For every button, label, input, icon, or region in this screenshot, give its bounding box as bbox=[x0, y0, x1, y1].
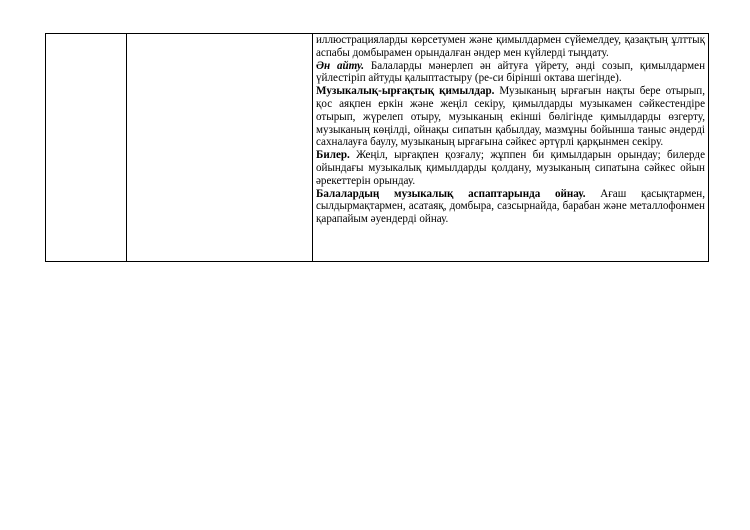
rhythmic-text: Музыканың ырғағын нақты бере отырып, қос аяқпен еркін және жеңіл секіру, қимылдарды музыкамен сәйкестендіре отырып, жүрелеп отыру, музыканың екінші бөлігінде қимылдарды өзгерту, музыканың көңілді, ойнақы сипатын қабылдау, мазмұны бойынша таныс әндерді сахналауға баулу, музыканың ырғағына сәйкес әртүрлі қарқынмен секіру. bbox=[316, 85, 705, 149]
content-table bbox=[45, 33, 709, 262]
rhythmic-paragraph bbox=[316, 85, 705, 149]
dances-heading: Билер. bbox=[316, 149, 350, 162]
table-cell-1 bbox=[46, 34, 127, 262]
table-cell-2 bbox=[127, 34, 313, 262]
singing-text: Балаларды мәнерлеп ән айтуға үйрету, әнді созып, қимылдармен үйлестіріп айтуды қалыптастыру (ре-си бірінші октава шегінде). bbox=[316, 59, 706, 85]
instruments-paragraph bbox=[316, 188, 705, 226]
table-cell-3 bbox=[313, 34, 709, 262]
instruments-text: Ағаш қасықтармен, сылдырмақтармен, асатаяқ, домбыра, сазсырнайда, барабан және металлофонмен қарапайым әуендерді ойнау. bbox=[316, 187, 705, 226]
table-row bbox=[46, 34, 709, 262]
instruments-heading: Балалардың музыкалық аспаптарында ойнау. bbox=[316, 187, 586, 200]
cell-text-block bbox=[313, 34, 708, 226]
rhythmic-heading: Музыкалық-ырғақтық қимылдар. bbox=[316, 85, 495, 98]
dances-paragraph bbox=[316, 149, 705, 187]
intro-paragraph: иллюстрацияларды көрсетумен және қимылдармен сүйемелдеу, қазақтың ұлттық аспабы домбырамен орындалған әндер мен күйлерді тыңдату. bbox=[316, 34, 705, 59]
dances-text: Жеңіл, ырғақпен қозғалу; жұппен би қимылдарын орындау; билерде ойындағы музыкалық қимылдарды қолдану, музыканың сипатына сәйкес ойын әрекеттерін орындау. bbox=[316, 149, 705, 187]
singing-paragraph bbox=[316, 60, 705, 86]
singing-heading: Ән айту. bbox=[316, 59, 365, 72]
